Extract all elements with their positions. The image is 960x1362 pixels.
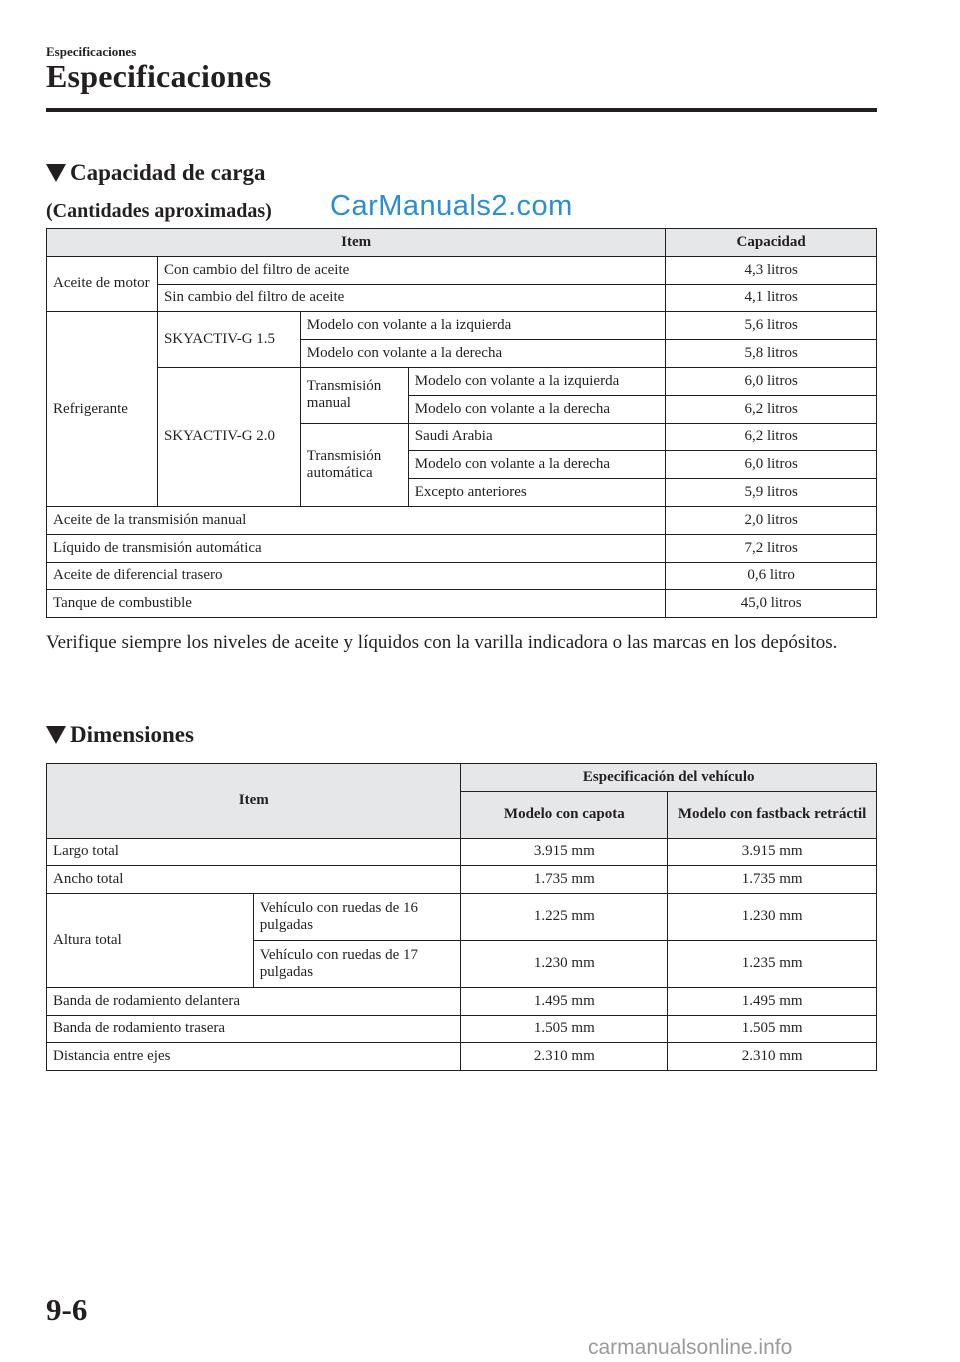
column-header-capacity: Capacidad	[666, 229, 877, 257]
table-cell: Largo total	[47, 838, 461, 866]
table-cell-value: 5,9 litros	[666, 479, 877, 507]
table-cell: Distancia entre ejes	[47, 1043, 461, 1071]
table-cell-value: 1.235 mm	[668, 941, 877, 988]
table-cell-value: 1.735 mm	[461, 866, 668, 894]
table-row	[47, 838, 877, 866]
table-cell: Modelo con volante a la izquierda	[408, 367, 666, 395]
table-cell: Aceite de la transmisión manual	[47, 506, 666, 534]
table-cell: Aceite de diferencial trasero	[47, 562, 666, 590]
row-group-label: Altura total	[47, 894, 254, 988]
table-cell: Sin cambio del filtro de aceite	[157, 284, 665, 312]
table-cell: Saudi Arabia	[408, 423, 666, 451]
row-subgroup-label: SKYACTIV-G 1.5	[157, 312, 300, 368]
page-title: Especificaciones	[46, 58, 272, 94]
row-group-label: Aceite de motor	[47, 256, 158, 312]
capacity-table	[46, 228, 877, 618]
section-heading-dimensions	[46, 722, 194, 748]
table-cell-value: 1.495 mm	[461, 988, 668, 1016]
footer-watermark-link[interactable]: carmanualsonline.info	[588, 1336, 793, 1359]
page-number: 9-6	[46, 1292, 88, 1327]
table-cell-value: 0,6 litro	[666, 562, 877, 590]
row-group-label: Refrigerante	[47, 312, 158, 507]
table-cell-value: 3.915 mm	[461, 838, 668, 866]
table-row	[47, 312, 877, 340]
table-cell-value: 5,6 litros	[666, 312, 877, 340]
table-cell-value: 5,8 litros	[666, 340, 877, 368]
table-cell: Modelo con volante a la derecha	[408, 395, 666, 423]
table-cell-value: 4,1 litros	[666, 284, 877, 312]
table-cell-value: 1.225 mm	[461, 894, 668, 941]
table-row	[47, 1043, 877, 1071]
table-header-row	[47, 229, 877, 257]
table-cell: Modelo con volante a la izquierda	[300, 312, 665, 340]
table-cell-value: 6,0 litros	[666, 451, 877, 479]
table-cell-value: 45,0 litros	[666, 590, 877, 618]
table-cell-value: 1.230 mm	[668, 894, 877, 941]
table-cell: Modelo con volante a la derecha	[300, 340, 665, 368]
running-header: Especificaciones	[46, 44, 137, 59]
table-row	[47, 894, 877, 941]
triangle-bullet-icon	[46, 164, 66, 182]
table-cell-value: 7,2 litros	[666, 534, 877, 562]
table-row	[47, 866, 877, 894]
section-title: Dimensiones	[70, 722, 194, 747]
row-subgroup-label: Transmisión automática	[300, 423, 408, 506]
table-row	[47, 256, 877, 284]
table-cell-value: 1.505 mm	[461, 1015, 668, 1043]
table-cell: Tanque de combustible	[47, 590, 666, 618]
table-row	[47, 284, 877, 312]
column-header-fastback: Modelo con fastback retráctil	[668, 791, 877, 838]
table-row	[47, 534, 877, 562]
column-header-soft-top: Modelo con capota	[461, 791, 668, 838]
table-cell: Ancho total	[47, 866, 461, 894]
triangle-bullet-icon	[46, 726, 66, 744]
table-cell-value: 1.230 mm	[461, 941, 668, 988]
table-cell: Vehículo con ruedas de 16 pulgadas	[253, 894, 461, 941]
table-cell-value: 6,0 litros	[666, 367, 877, 395]
watermark-link[interactable]: CarManuals2.com	[330, 190, 573, 222]
table-cell-value: 3.915 mm	[668, 838, 877, 866]
table-cell-value: 2.310 mm	[668, 1043, 877, 1071]
table-row	[47, 590, 877, 618]
table-cell: Banda de rodamiento trasera	[47, 1015, 461, 1043]
table-cell: Modelo con volante a la derecha	[408, 451, 666, 479]
section-title: Capacidad de carga	[70, 160, 266, 185]
table-cell-value: 2.310 mm	[461, 1043, 668, 1071]
table-header-row	[47, 764, 877, 792]
section-subtitle: (Cantidades aproximadas)	[46, 200, 272, 222]
table-cell: Excepto anteriores	[408, 479, 666, 507]
table-cell-value: 1.505 mm	[668, 1015, 877, 1043]
table-cell-value: 2,0 litros	[666, 506, 877, 534]
table-row	[47, 506, 877, 534]
dimensions-table	[46, 763, 877, 1071]
table-cell-value: 1.735 mm	[668, 866, 877, 894]
section-heading-capacity	[46, 160, 266, 186]
table-row	[47, 988, 877, 1016]
table-cell: Con cambio del filtro de aceite	[157, 256, 665, 284]
table-cell-value: 1.495 mm	[668, 988, 877, 1016]
table-cell: Líquido de transmisión automática	[47, 534, 666, 562]
column-header-item: Item	[47, 764, 461, 839]
row-subgroup-label: SKYACTIV-G 2.0	[157, 367, 300, 506]
table-cell-value: 6,2 litros	[666, 423, 877, 451]
table-cell: Vehículo con ruedas de 17 pulgadas	[253, 941, 461, 988]
column-header-item: Item	[47, 229, 666, 257]
table-cell-value: 4,3 litros	[666, 256, 877, 284]
header-rule	[46, 108, 877, 112]
table-cell: Banda de rodamiento delantera	[47, 988, 461, 1016]
row-subgroup-label: Transmisión manual	[300, 367, 408, 423]
body-paragraph: Verifique siempre los niveles de aceite y líquidos con la varilla indicadora o las marcas en los depósitos.	[46, 632, 838, 653]
column-header-spec: Especificación del vehículo	[461, 764, 877, 792]
table-row	[47, 562, 877, 590]
table-row	[47, 1015, 877, 1043]
table-cell-value: 6,2 litros	[666, 395, 877, 423]
table-row	[47, 367, 877, 395]
